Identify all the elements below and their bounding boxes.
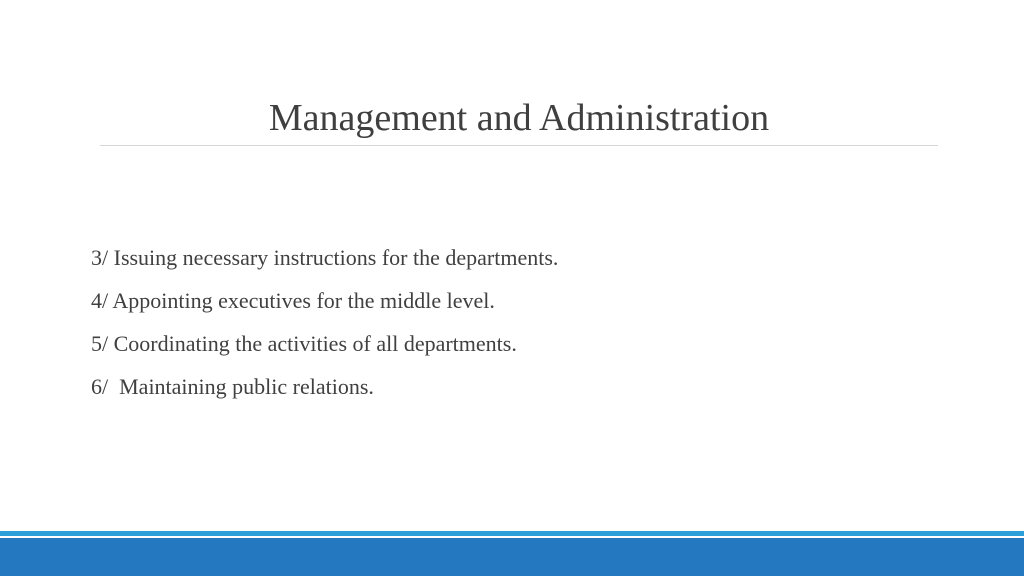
bullet-item: 6/ Maintaining public relations. [91, 374, 374, 399]
bullet-item: 5/ Coordinating the activities of all departments. [91, 331, 517, 356]
footer-accent-stripe [0, 531, 1024, 536]
bullet-item: 3/ Issuing necessary instructions for the departments. [91, 245, 559, 270]
title-divider [100, 145, 938, 146]
footer-band [0, 538, 1024, 576]
bullet-list [91, 239, 558, 411]
slide-title: Management and Administration [268, 97, 770, 139]
bullet-item: 4/ Appointing executives for the middle level. [91, 288, 495, 313]
